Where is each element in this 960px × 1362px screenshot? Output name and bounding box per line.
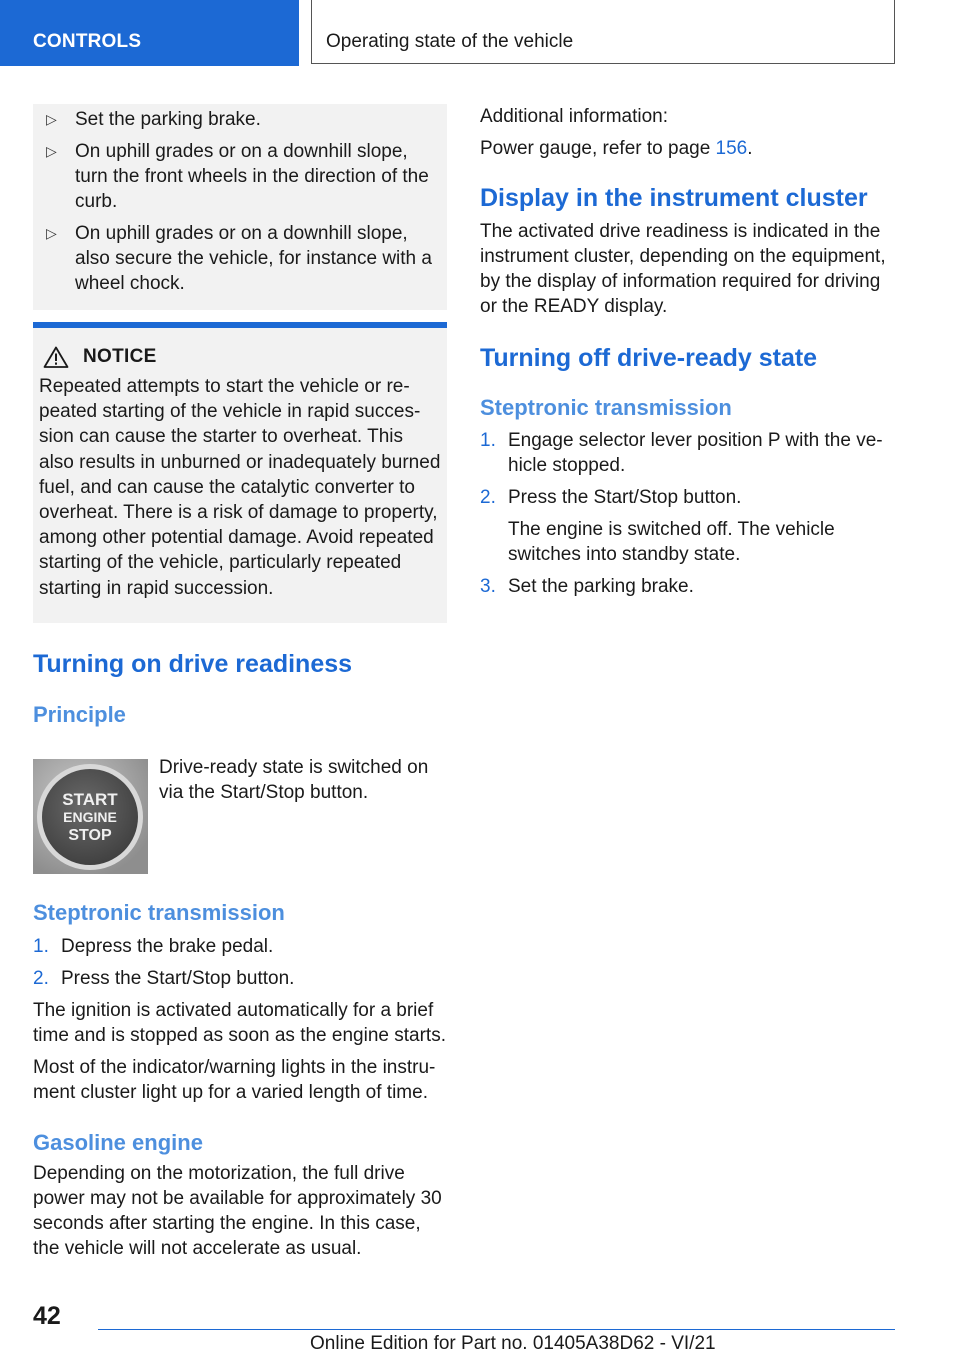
heading-principle: Principle (33, 701, 126, 727)
list-item: 1. Depress the brake pedal. (33, 935, 274, 957)
triangle-bullet-icon: ▷ (46, 143, 57, 159)
start-stop-button-image (33, 759, 148, 874)
page-link-156[interactable]: 156 (715, 138, 748, 159)
list-item: 1. Engage selector lever position P with the ve-hicle stopped. (480, 430, 883, 476)
heading-turning-off-drive-ready-state: Turning off drive-ready state (480, 344, 818, 372)
paragraph-indicator: Most of the indicator/warning lights in the instru-ment cluster light up for a varied length of time. (33, 1056, 436, 1103)
steps-list-right (480, 428, 900, 599)
chapter-title: Operating state of the vehicle (311, 0, 895, 64)
page-number: 42 (33, 1302, 61, 1330)
principle-text: Drive-ready state is switched on via the Start/Stop button. (159, 756, 429, 803)
heading-gasoline-engine: Gasoline engine (33, 1129, 203, 1155)
notice-body: Repeated attempts to start the vehicle or re-peated starting of the vehicle in rapid succes-sion can cause the starter to overheat. This also results in unburned or inadequately burned fuel, and can cause the catalytic converter to overheat. There is a risk of damage to property, among other potential damage. Avoid repeated starting of the vehicle, particularly repeated starting in rapid succession. (39, 376, 441, 599)
button-label-engine: ENGINE (63, 808, 117, 825)
heading-turning-on-drive-readiness: Turning on drive readiness (33, 649, 353, 678)
bullet-item: ▷ On uphill grades or on a downhill slope, turn the front wheels in the direction of the curb. (46, 141, 429, 212)
edition-info: Online Edition for Part no. 01405A38D62 - VI/21 (310, 1333, 716, 1354)
steps-list (33, 934, 447, 991)
list-item: 2. Press the Start/Stop button. (480, 487, 742, 508)
step-2-subtext: The engine is switched off. The vehicle switches into standby state. (508, 519, 835, 565)
heading-display-in-instrument-cluster: Display in the instrument cluster (480, 184, 868, 212)
power-gauge-reference: Power gauge, refer to page 156. (480, 138, 753, 159)
bullet-item: ▷ Set the parking brake. (46, 109, 261, 130)
additional-information: Additional information: (480, 106, 668, 127)
button-label-start: START (62, 789, 118, 809)
page-header (0, 0, 960, 66)
notice-box (33, 322, 447, 623)
triangle-bullet-icon: ▷ (46, 111, 57, 127)
button-label-stop: STOP (68, 826, 112, 844)
notice-header (39, 346, 441, 368)
bullet-item: ▷ On uphill grades or on a downhill slope, also secure the vehicle, for instance with a wheel chock. (46, 223, 432, 294)
warning-icon (43, 346, 69, 368)
paragraph-ignition: The ignition is activated automatically for a brief time and is stopped as soon as the engine starts. (33, 999, 446, 1046)
heading-steptronic-transmission: Steptronic transmission (33, 899, 285, 925)
right-column (480, 104, 900, 599)
list-item: 2. Press the Start/Stop button. (33, 967, 295, 989)
footer-divider (98, 1329, 895, 1330)
bullet-box (33, 104, 447, 310)
triangle-bullet-icon: ▷ (46, 225, 57, 241)
paragraph-display: The activated drive readiness is indicated in the instrument cluster, depending on the equipment, by the display of information required for driving or the READY display. (480, 221, 886, 317)
paragraph-gasoline: Depending on the motorization, the full drive power may not be available for approximately 30 seconds after starting the engine. In this case, the vehicle will not accelerate as usual. (33, 1162, 442, 1259)
principle-block (33, 733, 447, 879)
section-title: CONTROLS (0, 0, 299, 66)
left-column (33, 104, 447, 1261)
heading-steptronic-transmission-right: Steptronic transmission (480, 395, 732, 420)
notice-title: NOTICE (83, 346, 157, 367)
list-item: 3. Set the parking brake. (480, 576, 694, 597)
